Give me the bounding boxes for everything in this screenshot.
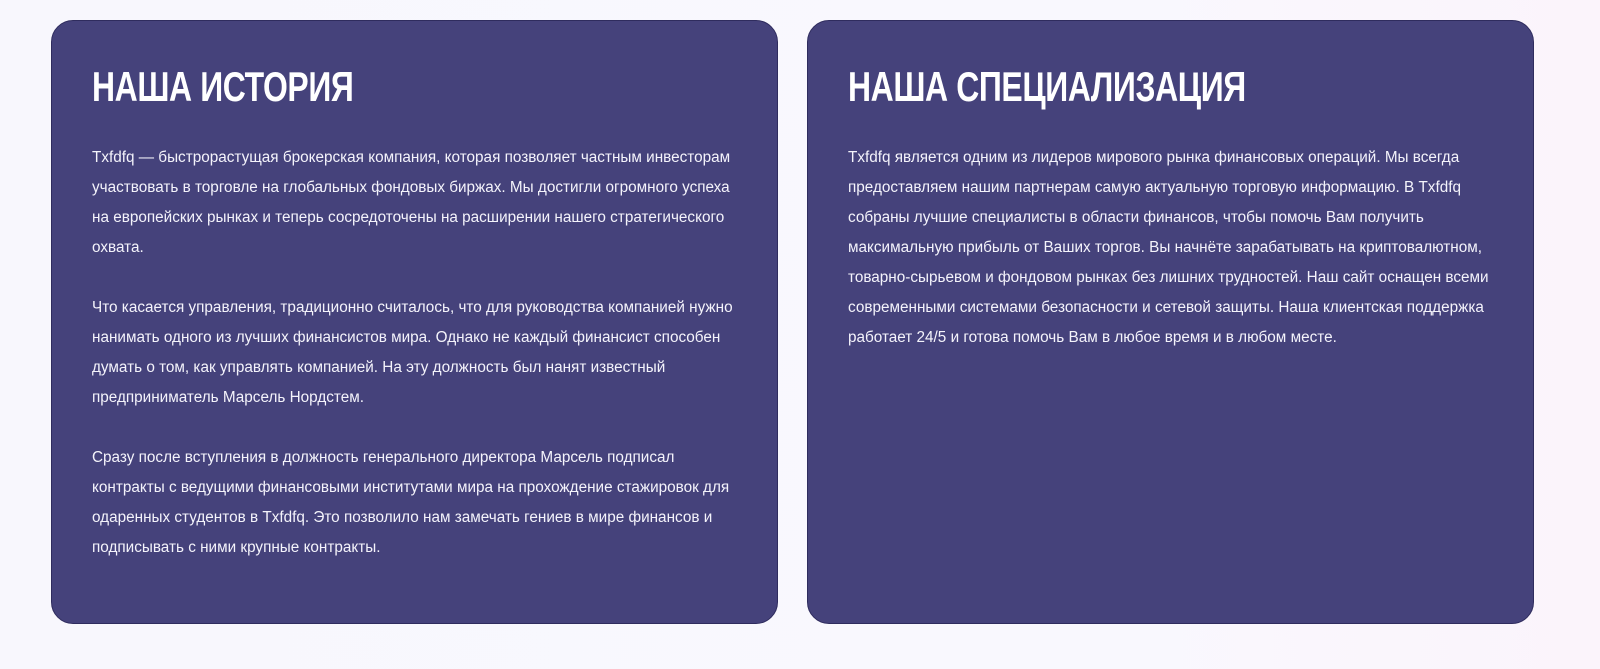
history-card	[51, 20, 778, 624]
specialization-title: НАША СПЕЦИАЛИЗАЦИЯ	[848, 63, 1246, 110]
specialization-paragraph: Txfdfq является одним из лидеров мирового рынка финансовых операций. Мы всегда предоставляем нашим партнерам самую актуальную торговую информацию. В Txfdfq собраны лучшие специалисты в области финансов, чтобы помочь Вам получить максимальную прибыль от Ваших торгов. Вы начнёте зарабатывать на криптовалютном, товарно-сырьевом и фондовом рынках без лишних трудностей. Наш сайт оснащен всеми современными системами безопасности и сетевой защиты. Наша клиентская поддержка работает 24/5 и готова помочь Вам в любое время и в любом месте.	[848, 149, 1489, 346]
history-paragraph: Что касается управления, традиционно считалось, что для руководства компанией нужно нанимать одного из лучших финансистов мира. Однако не каждый финансист способен думать о том, как управлять компанией. На эту должность был нанят известный предприниматель Марсель Нордстем.	[92, 299, 733, 406]
specialization-card	[807, 20, 1534, 624]
history-paragraph: Сразу после вступления в должность генерального директора Марсель подписал контракты с ведущими финансовыми институтами мира на прохождение стажировок для одаренных студентов в Txfdfq. Это позволило нам замечать гениев в мире финансов и подписывать с ними крупные контракты.	[92, 449, 730, 556]
history-title: НАША ИСТОРИЯ	[92, 63, 354, 110]
history-paragraph: Txfdfq — быстрорастущая брокерская компания, которая позволяет частным инвесторам участвовать в торговле на глобальных фондовых биржах. Мы достигли огромного успеха на европейских рынках и теперь сосредоточены на расширении нашего стратегического охвата.	[92, 149, 731, 256]
